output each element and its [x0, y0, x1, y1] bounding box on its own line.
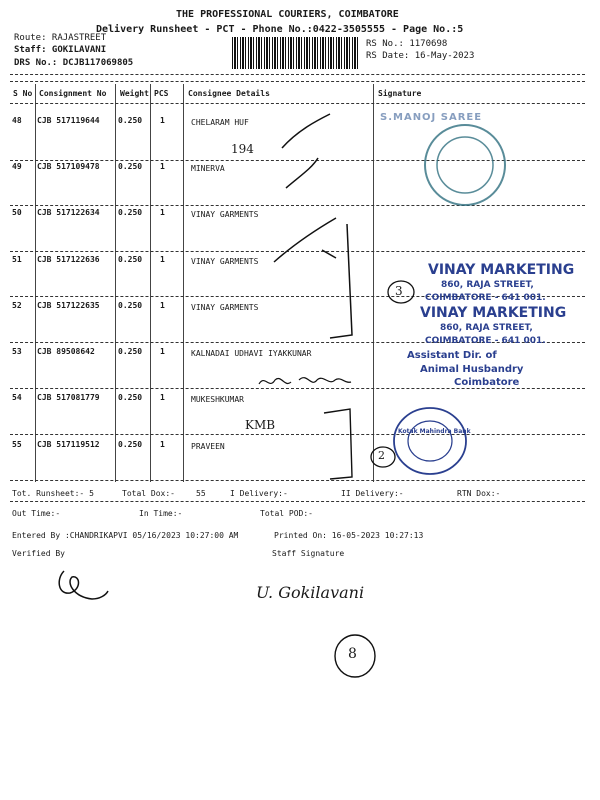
col-signature: Signature	[378, 89, 422, 98]
row-weight: 0.250	[118, 301, 143, 310]
row-sno: 54	[12, 393, 22, 402]
drs-label: DRS No.: DCJB117069805	[14, 58, 134, 68]
row-consignment: CJB 517109478	[37, 162, 100, 171]
row-consignee: MUKESHKUMAR	[191, 395, 244, 404]
barcode	[232, 37, 360, 69]
row-consignee: KALNADAI UDHAVI IYAKKUNAR	[191, 349, 312, 358]
route-label: Route: RAJASTREET	[14, 33, 107, 43]
printed-on: Printed On: 16-05-2023 10:27:13	[274, 531, 424, 540]
row54-bracket-icon	[320, 405, 370, 485]
row-divider	[10, 388, 585, 389]
entered-by: Entered By :CHANDRIKAPVI 05/16/2023 10:27:00 AM	[12, 531, 239, 540]
row-weight: 0.250	[118, 162, 143, 171]
row-pcs: 1	[160, 162, 165, 171]
row-sno: 52	[12, 301, 22, 310]
col-weight: Weight	[120, 89, 149, 98]
total-dox-value: 55	[196, 489, 206, 498]
vinay-marketing-stamp-1: VINAY MARKETING	[428, 262, 575, 278]
row-sno: 55	[12, 440, 22, 449]
col-consignee: Consignee Details	[188, 89, 270, 98]
col-divider	[373, 84, 374, 482]
runsheet-subtitle: Delivery Runsheet - PCT - Phone No.:0422-3505555 - Page No.:5	[96, 24, 464, 35]
row-divider	[10, 251, 585, 252]
row-pcs: 1	[160, 440, 165, 449]
staff-signature-name: U. Gokilavani	[256, 583, 365, 602]
col-divider	[35, 84, 36, 482]
circled-2-text: 2	[378, 449, 385, 462]
row54-initials: KMB	[245, 418, 276, 432]
totals-divider	[10, 501, 585, 502]
row-consignee: VINAY GARMENTS	[191, 257, 259, 266]
row-divider	[10, 205, 585, 206]
row-weight: 0.250	[118, 440, 143, 449]
staff-label: Staff: GOKILAVANI	[14, 45, 107, 55]
round-seal-icon	[410, 120, 510, 210]
row-consignment: CJB 517122635	[37, 301, 100, 310]
row-consignee: MINERVA	[191, 164, 225, 173]
col-pcs: PCS	[154, 89, 169, 98]
total-dox-label: Total Dox:-	[122, 489, 175, 498]
row-consignee: PRAVEEN	[191, 442, 225, 451]
col-consignment: Consignment No	[39, 89, 107, 98]
header-divider-2	[10, 81, 585, 82]
row-pcs: 1	[160, 301, 165, 310]
row-sno: 48	[12, 116, 22, 125]
page-circle-number: 8	[348, 646, 357, 662]
row-sno: 53	[12, 347, 22, 356]
row-consignment: CJB 517119512	[37, 440, 100, 449]
tot-runsheet: Tot. Runsheet:- 5	[12, 489, 94, 498]
table-header-divider	[10, 103, 585, 104]
row-consignment: CJB 517081779	[37, 393, 100, 402]
animal-husbandry-line1: Assistant Dir. of	[407, 350, 497, 361]
col-divider	[150, 84, 151, 482]
i-delivery: I Delivery:-	[230, 489, 288, 498]
row-consignment: CJB 89508642	[37, 347, 95, 356]
row-sno: 49	[12, 162, 22, 171]
row-consignment: CJB 517122636	[37, 255, 100, 264]
row-sno: 51	[12, 255, 22, 264]
row-weight: 0.250	[118, 393, 143, 402]
row-consignment: CJB 517119644	[37, 116, 100, 125]
out-time: Out Time:-	[12, 509, 61, 518]
handwritten-signature-row53	[255, 370, 355, 394]
col-divider	[115, 84, 116, 482]
row-pcs: 1	[160, 393, 165, 402]
company-title: THE PROFESSIONAL COURIERS, COIMBATORE	[176, 9, 399, 20]
rtn-dox: RTN Dox:-	[457, 489, 501, 498]
verifier-signature	[52, 565, 112, 605]
row-consignee: CHELARAM HUF	[191, 118, 249, 127]
header-divider	[10, 74, 585, 75]
row-weight: 0.250	[118, 116, 143, 125]
saree-stamp-text: S.MANOJ SAREE	[380, 112, 483, 123]
total-pod: Total POD:-	[260, 509, 313, 518]
staff-signature-label: Staff Signature	[272, 549, 345, 558]
vinay-address-2a: 860, RAJA STREET,	[440, 323, 533, 333]
verified-by: Verified By	[12, 549, 65, 558]
kotak-stamp-text: Kotak Mahindra Bank	[398, 428, 471, 435]
circled-3-text: 3	[395, 284, 403, 298]
rs-date: RS Date: 16-May-2023	[366, 51, 475, 61]
vinay-marketing-stamp-2: VINAY MARKETING	[420, 305, 567, 321]
bracket-mark-icon	[272, 210, 382, 360]
tick-mark-icon	[278, 110, 338, 200]
row-pcs: 1	[160, 116, 165, 125]
ii-delivery: II Delivery:-	[341, 489, 404, 498]
row-weight: 0.250	[118, 255, 143, 264]
row-sno: 50	[12, 208, 22, 217]
rs-number: RS No.: 1170698	[366, 39, 448, 49]
row-consignment: CJB 517122634	[37, 208, 100, 217]
row48-handwritten-number: 194	[231, 142, 254, 156]
animal-husbandry-line3: Coimbatore	[454, 377, 520, 388]
row-divider	[10, 434, 585, 435]
row-pcs: 1	[160, 347, 165, 356]
row-pcs: 1	[160, 255, 165, 264]
row-consignee: VINAY GARMENTS	[191, 303, 259, 312]
animal-husbandry-line2: Animal Husbandry	[420, 364, 524, 375]
row-consignee: VINAY GARMENTS	[191, 210, 259, 219]
row-divider	[10, 160, 585, 161]
row-weight: 0.250	[118, 347, 143, 356]
kotak-seal-icon	[385, 405, 475, 477]
row-divider	[10, 480, 585, 481]
vinay-address-1a: 860, RAJA STREET,	[441, 280, 534, 290]
vinay-address-1b: COIMBATORE - 641 001.	[425, 293, 546, 303]
col-divider	[183, 84, 184, 482]
row-pcs: 1	[160, 208, 165, 217]
vinay-address-2b: COIMBATORE - 641 001.	[425, 336, 546, 346]
col-sno: S No	[13, 89, 33, 98]
in-time: In Time:-	[139, 509, 183, 518]
row-weight: 0.250	[118, 208, 143, 217]
